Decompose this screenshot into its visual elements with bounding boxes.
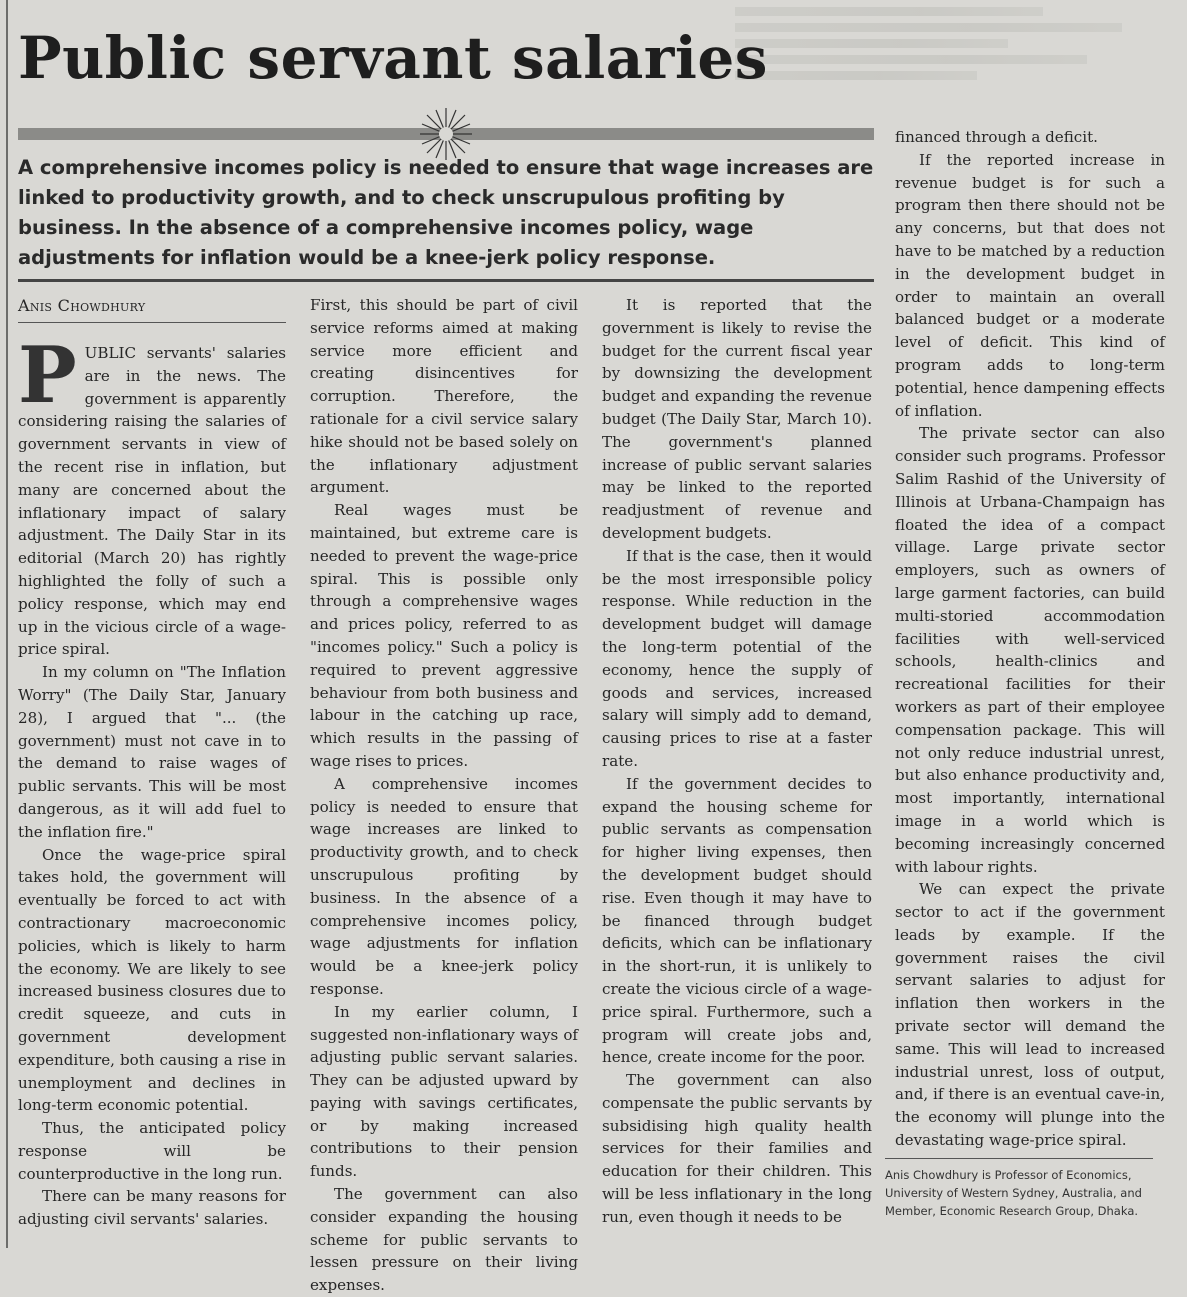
paragraph: We can expect the private sector to act if the government leads by example. If the government raises the civil servant salaries to adjust for inflation then workers in the private sector will demand the same. This will lead to increased industrial unrest, loss of output, and, if there is an eventual cave-in, the economy will plunge into the devastating wage-price spiral. bbox=[895, 880, 1165, 1150]
column-1 bbox=[18, 330, 286, 1231]
bleed-through-text bbox=[735, 0, 1175, 110]
byline-rule bbox=[18, 322, 286, 323]
drop-cap: P bbox=[18, 330, 77, 421]
paragraph: Real wages must be maintained, but extreme care is needed to prevent the wage-price spiral. This is possible only through a comprehensive wages and prices policy, referred to as "incomes policy." Such a policy is required to prevent aggressive behaviour from both business and labour in the catching up race, which results in the passing of wage rises to prices. bbox=[310, 501, 578, 770]
column-3 bbox=[602, 294, 872, 1229]
byline: Anis Chowdhury bbox=[18, 296, 146, 315]
paragraph: It is reported that the government is likely to revise the budget for the current fiscal year by downsizing the development budget and expanding the revenue budget (The Daily Star, March 10). The government's planned increase of public servant salaries may be linked to the reported readjustment of revenue and development budgets. bbox=[602, 296, 872, 542]
paragraph: The government can also compensate the public servants by subsidising high quality health services for their families and education for their children. This will be less inflationary in the long run, even though it needs to be bbox=[602, 1071, 872, 1226]
column-2 bbox=[310, 294, 578, 1297]
paragraph: The government can also consider expanding the housing scheme for public servants to lessen pressure on their living expenses. bbox=[310, 1185, 578, 1295]
paragraph: financed through a deficit. bbox=[895, 128, 1098, 146]
lead-paragraph: PUBLIC servants' salaries are in the news. The government is apparently considering raising the salaries of government servants in view of the recent rise in inflation, but many are concerned about the inflationary impact of salary adjustment. The Daily Star in its editorial (March 20) has rightly highlighted the folly of such a policy response, which may end up in the vicious circle of a wage-price spiral. bbox=[18, 330, 286, 659]
paragraph: If that is the case, then it would be the most irresponsible policy response. While reduction in the development budget will damage the long-term potential of the economy, hence the supply of goods and services, increased salary will simply add to demand, causing prices to rise at a faster rate. bbox=[602, 546, 872, 770]
standfirst: A comprehensive incomes policy is needed to ensure that wage increases are linked to productivity growth, and to check unscrupulous profiting by business. In the absence of a comprehensive incomes policy, wage adjustments for inflation would be a knee-jerk policy response. bbox=[18, 156, 874, 269]
bio-rule bbox=[885, 1158, 1153, 1159]
paragraph: The private sector can also consider such programs. Professor Salim Rashid of the University of Illinois at Urbana-Champaign has floated the idea of a compact village. Large private sector employers, such as owners of large garment factories, can build multi-storied accommodation facilities with well-serviced schools, health-clinics and recreational facilities for their workers as part of their employee compensation package. This will not only reduce industrial unrest, but also enhance productivity and, most importantly, international image in a world which is becoming increasingly concerned with labour rights. bbox=[895, 424, 1165, 876]
author-bio: Anis Chowdhury is Professor of Economics, University of Western Sydney, Australia, and Member, Economic Research Group, Dhaka. bbox=[885, 1168, 1142, 1218]
paragraph: There can be many reasons for adjusting civil servants' salaries. bbox=[18, 1187, 286, 1229]
standfirst-rule bbox=[18, 279, 874, 282]
paragraph: In my column on "The Inflation Worry" (The Daily Star, January 28), I argued that "... (the government) must not cave in to the demand to raise wages of public servants. This will be most dangerous, as it will add fuel to the inflation fire." bbox=[18, 663, 286, 841]
paragraph: First, this should be part of civil service reforms aimed at making service more efficient and creating disincentives for corruption. Therefore, the rationale for a civil service salary hike should not be based solely on the inflationary adjustment argument. bbox=[310, 296, 578, 497]
column-4 bbox=[895, 126, 1165, 1152]
paragraph: A comprehensive incomes policy is needed to ensure that wage increases are linked to productivity growth, and to check unscrupulous profiting by business. In the absence of a comprehensive incomes policy, wage adjustments for inflation would be a knee-jerk policy response. bbox=[310, 774, 578, 998]
paragraph: Thus, the anticipated policy response will be counterproductive in the long run. bbox=[18, 1119, 286, 1183]
paragraph: Once the wage-price spiral takes hold, the government will eventually be forced to act with contractionary macroeconomic policies, which is likely to harm the economy. We are likely to see increased business closures due to credit squeeze, and cuts in government development expenditure, both causing a rise in unemployment and declines in long-term economic potential. bbox=[18, 845, 286, 1115]
paragraph: If the reported increase in revenue budget is for such a program then there should not be any concerns, but that does not have to be matched by a reduction in the development budget in order to maintain an overall balanced budget or a moderate level of deficit. This kind of program adds to long-term potential, hence dampening effects of inflation. bbox=[895, 150, 1165, 420]
paragraph: If the government decides to expand the housing scheme for public servants as compensation for higher living expenses, then the development budget should rise. Even though it may have to be financed through budget deficits, which can be inflationary in the short-run, it is unlikely to create the vicious circle of a wage-price spiral. Furthermore, such a program will create jobs and, hence, create income for the poor. bbox=[602, 774, 872, 1067]
page-edge-rule bbox=[6, 0, 8, 1248]
headline: Public servant salaries bbox=[18, 24, 768, 92]
paragraph: In my earlier column, I suggested non-inflationary ways of adjusting public servant salaries. They can be adjusted upward by paying with savings certificates, or by making increased contributions to their pension funds. bbox=[310, 1002, 578, 1181]
